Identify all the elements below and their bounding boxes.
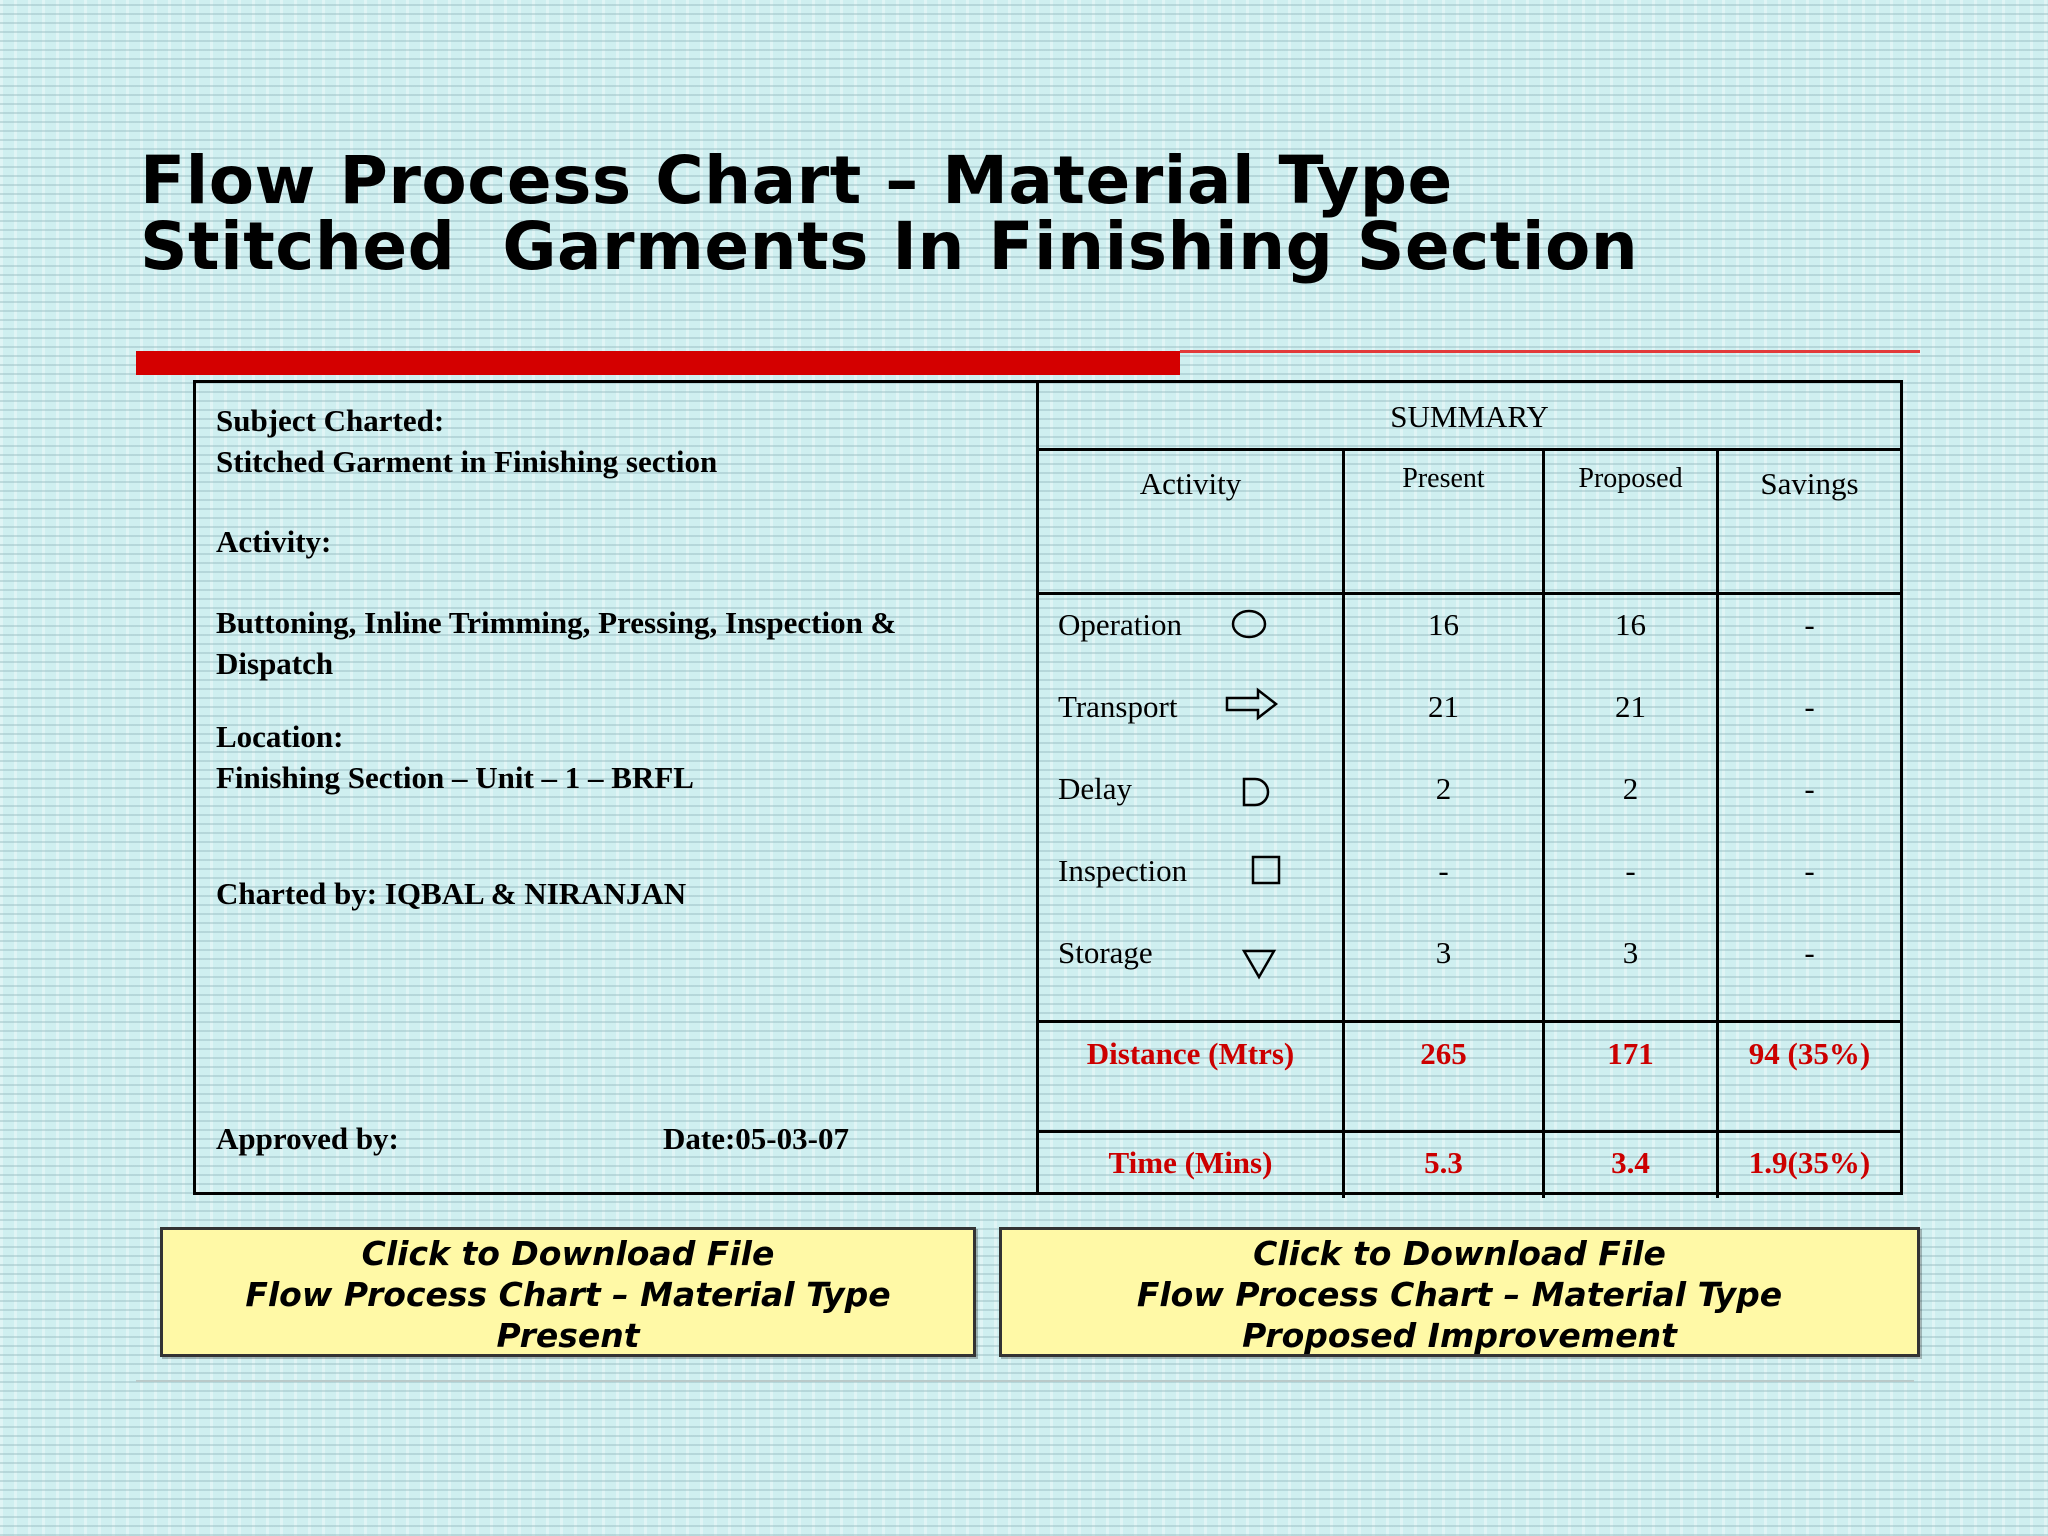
time-savings: 1.9(35%) xyxy=(1748,1145,1871,1180)
row-storage-present: 3 xyxy=(1435,935,1452,970)
summary-activities-rule xyxy=(1039,1020,1900,1023)
download-present-line-3: Present xyxy=(496,1316,640,1355)
location-value: Finishing Section – Unit – 1 – BRFL xyxy=(216,760,694,795)
summary-col-divider-2 xyxy=(1542,448,1545,1198)
distance-savings: 94 (35%) xyxy=(1748,1036,1871,1071)
footer-rule xyxy=(136,1380,1914,1382)
row-transport-present: 21 xyxy=(1428,689,1459,724)
row-delay-present: 2 xyxy=(1435,771,1452,806)
distance-proposed: 171 xyxy=(1607,1036,1654,1071)
download-present-line-2: Flow Process Chart – Material Type xyxy=(245,1275,891,1314)
arrow-right-icon xyxy=(1224,686,1280,722)
subject-value: Stitched Garment in Finishing section xyxy=(216,444,718,479)
time-label: Time (Mins) xyxy=(1108,1145,1273,1180)
page-title xyxy=(140,142,1639,285)
row-transport-label: Transport xyxy=(1058,689,1178,724)
row-operation-label: Operation xyxy=(1058,607,1182,642)
download-proposed-line-1: Click to Download File xyxy=(1253,1234,1666,1273)
row-inspection-savings: - xyxy=(1804,853,1815,888)
title-underline-bar xyxy=(136,351,1180,375)
summary-column-header-rule xyxy=(1039,592,1900,595)
row-inspection-present: - xyxy=(1438,853,1449,888)
charted-by: Charted by: IQBAL & NIRANJAN xyxy=(216,876,687,911)
download-proposed-line-2: Flow Process Chart – Material Type xyxy=(1136,1275,1783,1314)
download-present-button[interactable] xyxy=(160,1227,976,1357)
location-label: Location: xyxy=(216,719,344,754)
d-shape-icon xyxy=(1241,776,1273,808)
square-icon xyxy=(1251,855,1281,885)
row-operation-savings: - xyxy=(1804,607,1815,642)
row-operation-proposed: 16 xyxy=(1615,607,1646,642)
triangle-down-icon xyxy=(1241,948,1277,980)
circle-icon xyxy=(1230,608,1270,640)
time-proposed: 3.4 xyxy=(1611,1145,1650,1180)
title-line-1: Flow Process Chart – Material Type xyxy=(140,142,1453,219)
download-proposed-button[interactable] xyxy=(999,1227,1920,1357)
row-storage-label: Storage xyxy=(1058,935,1153,970)
row-transport-proposed: 21 xyxy=(1615,689,1646,724)
row-delay-label: Delay xyxy=(1058,771,1133,806)
row-inspection-proposed: - xyxy=(1625,853,1636,888)
summary-title: SUMMARY xyxy=(1390,399,1549,434)
download-present-line-1: Click to Download File xyxy=(361,1234,775,1273)
summary-header-rule xyxy=(1039,448,1900,451)
flow-chart-panel xyxy=(193,380,1903,1195)
title-underline-line xyxy=(1180,350,1920,353)
distance-present: 265 xyxy=(1420,1036,1467,1071)
approved-by: Approved by: xyxy=(216,1121,399,1156)
summary-distance-rule xyxy=(1039,1130,1900,1133)
row-delay-proposed: 2 xyxy=(1622,771,1639,806)
summary-table xyxy=(1039,383,1900,1192)
chart-date: Date:05-03-07 xyxy=(663,1121,849,1156)
row-storage-proposed: 3 xyxy=(1622,935,1639,970)
activity-line-1: Buttoning, Inline Trimming, Pressing, Inspection & xyxy=(216,605,897,640)
download-proposed-line-3: Proposed Improvement xyxy=(1242,1316,1677,1355)
row-delay-savings: - xyxy=(1804,771,1815,806)
row-storage-savings: - xyxy=(1804,935,1815,970)
row-inspection-label: Inspection xyxy=(1058,853,1188,888)
distance-label: Distance (Mtrs) xyxy=(1086,1036,1295,1071)
header-activity: Activity xyxy=(1139,466,1242,501)
time-present: 5.3 xyxy=(1424,1145,1463,1180)
title-line-2: Stitched Garments In Finishing Section xyxy=(140,208,1639,285)
header-proposed: Proposed xyxy=(1578,463,1683,494)
header-savings: Savings xyxy=(1760,466,1859,501)
header-present: Present xyxy=(1402,463,1485,494)
row-transport-savings: - xyxy=(1804,689,1815,724)
chart-info-section xyxy=(196,383,1036,1192)
summary-col-divider-3 xyxy=(1716,448,1719,1198)
subject-label: Subject Charted: xyxy=(216,403,445,438)
activity-line-2: Dispatch xyxy=(216,646,334,681)
summary-col-divider-1 xyxy=(1342,448,1345,1198)
row-operation-present: 16 xyxy=(1428,607,1459,642)
activity-label: Activity: xyxy=(216,524,332,559)
